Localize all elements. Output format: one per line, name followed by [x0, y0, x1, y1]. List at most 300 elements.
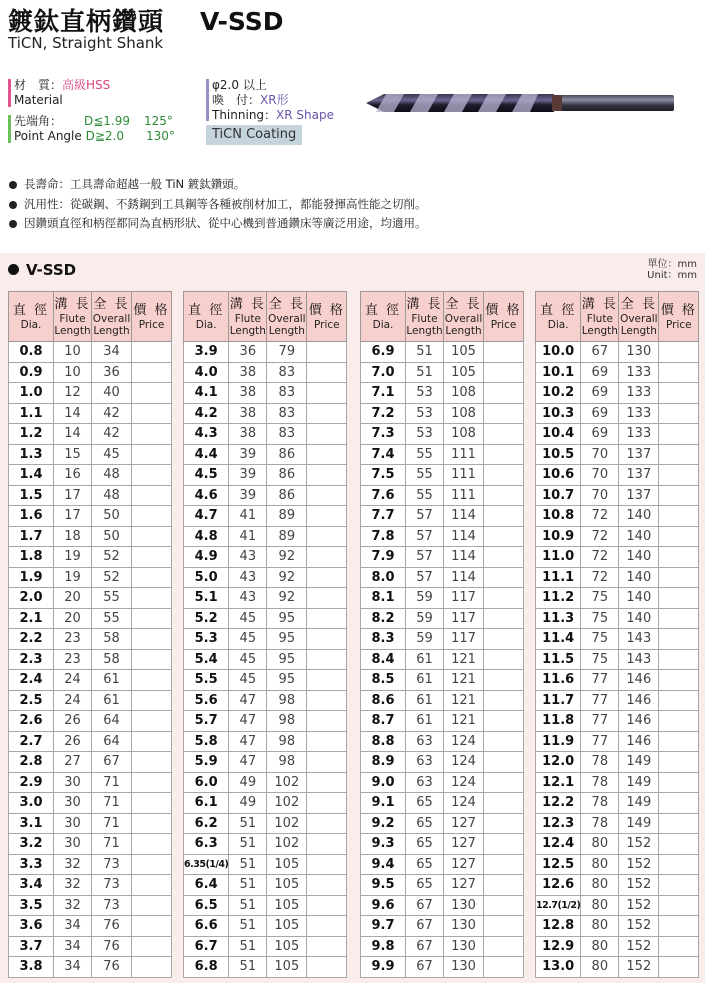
- price-cell: [132, 834, 172, 855]
- table-row: [361, 588, 524, 609]
- overall-length-cell: 152: [619, 834, 659, 855]
- flute-length-cell: 32: [54, 875, 92, 896]
- flute-length-cell: 75: [581, 649, 619, 670]
- table-row: [361, 711, 524, 732]
- table-row: [184, 485, 347, 506]
- flute-length-cell: 18: [54, 526, 92, 547]
- overall-length-cell: 83: [267, 403, 307, 424]
- diameter-cell: 1.0: [9, 383, 54, 404]
- table-row: [536, 670, 699, 691]
- size-table-1: [8, 291, 172, 978]
- flute-length-cell: 80: [581, 936, 619, 957]
- table-row: [536, 875, 699, 896]
- price-cell: [659, 342, 699, 363]
- price-cell: [132, 424, 172, 445]
- price-cell: [484, 916, 524, 937]
- price-cell: [659, 690, 699, 711]
- overall-length-cell: 98: [267, 711, 307, 732]
- dia-header: 直 徑 Dia.: [536, 292, 581, 342]
- overall-length-cell: 152: [619, 916, 659, 937]
- diameter-cell: 2.1: [9, 608, 54, 629]
- table-row: [184, 403, 347, 424]
- overall-length-cell: 105: [444, 342, 484, 363]
- price-cell: [307, 342, 347, 363]
- price-cell: [307, 752, 347, 773]
- overall-length-cell: 121: [444, 670, 484, 691]
- drill-bit-image: [364, 83, 678, 123]
- price-cell: [132, 526, 172, 547]
- table-row: [361, 772, 524, 793]
- coating-badge: TiCN Coating: [206, 125, 302, 145]
- table-row: [184, 875, 347, 896]
- flute-length-cell: 77: [581, 690, 619, 711]
- flute-length-cell: 10: [54, 362, 92, 383]
- flute-length-cell: 49: [229, 772, 267, 793]
- overall-length-cell: 92: [267, 588, 307, 609]
- flute-length-cell: 77: [581, 670, 619, 691]
- overall-length-cell: 64: [92, 711, 132, 732]
- table-row: [536, 444, 699, 465]
- price-cell: [659, 444, 699, 465]
- flute-length-cell: 77: [581, 711, 619, 732]
- overall-length-cell: 76: [92, 957, 132, 978]
- price-cell: [132, 362, 172, 383]
- diameter-cell: 1.2: [9, 424, 54, 445]
- overall-length-cell: 114: [444, 567, 484, 588]
- table-row: [361, 834, 524, 855]
- table-row: [361, 752, 524, 773]
- overall-length-cell: 133: [619, 383, 659, 404]
- price-cell: [484, 670, 524, 691]
- price-cell: [659, 424, 699, 445]
- overall-length-cell: 61: [92, 670, 132, 691]
- overall-length-cell: 124: [444, 731, 484, 752]
- diameter-cell: 5.2: [184, 608, 229, 629]
- diameter-cell: 11.8: [536, 711, 581, 732]
- diameter-cell: 11.9: [536, 731, 581, 752]
- overall-length-cell: 55: [92, 608, 132, 629]
- flute-length-cell: 45: [229, 670, 267, 691]
- flute-length-cell: 14: [54, 403, 92, 424]
- size-table-4: [535, 291, 699, 978]
- overall-length-cell: 73: [92, 875, 132, 896]
- diameter-cell: 10.6: [536, 465, 581, 486]
- flute-length-cell: 70: [581, 444, 619, 465]
- diameter-cell: 2.3: [9, 649, 54, 670]
- price-cell: [659, 793, 699, 814]
- flute-length-cell: 70: [581, 485, 619, 506]
- table-row: [536, 731, 699, 752]
- overall-length-cell: 146: [619, 731, 659, 752]
- overall-length-cell: 67: [92, 752, 132, 773]
- table-row: [9, 670, 172, 691]
- diameter-cell: 7.6: [361, 485, 406, 506]
- diameter-cell: 10.2: [536, 383, 581, 404]
- overall-length-cell: 130: [444, 936, 484, 957]
- price-cell: [484, 547, 524, 568]
- flute-length-cell: 59: [406, 588, 444, 609]
- price-cell: [484, 485, 524, 506]
- table-row: [9, 526, 172, 547]
- diameter-cell: 9.0: [361, 772, 406, 793]
- overall-length-cell: 152: [619, 957, 659, 978]
- overall-length-cell: 124: [444, 793, 484, 814]
- price-cell: [307, 526, 347, 547]
- price-cell: [659, 916, 699, 937]
- table-row: [361, 854, 524, 875]
- diameter-cell: 11.0: [536, 547, 581, 568]
- table-row: [361, 875, 524, 896]
- overall-length-cell: 98: [267, 752, 307, 773]
- diameter-cell: 10.3: [536, 403, 581, 424]
- section-title: V-SSD: [8, 261, 76, 279]
- overall-length-cell: 127: [444, 875, 484, 896]
- table-row: [361, 608, 524, 629]
- diameter-cell: 5.5: [184, 670, 229, 691]
- overall-length-cell: 152: [619, 936, 659, 957]
- flute-length-cell: 12: [54, 383, 92, 404]
- flute-length-cell: 78: [581, 813, 619, 834]
- price-cell: [484, 834, 524, 855]
- price-cell: [484, 608, 524, 629]
- diameter-note: φ2.0 以上: [212, 78, 267, 92]
- diameter-cell: 8.4: [361, 649, 406, 670]
- table-row: [184, 854, 347, 875]
- diameter-cell: 4.1: [184, 383, 229, 404]
- price-cell: [484, 649, 524, 670]
- flute-length-cell: 63: [406, 772, 444, 793]
- price-cell: [307, 649, 347, 670]
- price-cell: [307, 444, 347, 465]
- diameter-cell: 12.4: [536, 834, 581, 855]
- overall-length-cell: 92: [267, 567, 307, 588]
- table-row: [361, 465, 524, 486]
- flute-length-cell: 53: [406, 383, 444, 404]
- price-cell: [307, 465, 347, 486]
- price-cell: [132, 506, 172, 527]
- table-row: [184, 711, 347, 732]
- table-row: [9, 793, 172, 814]
- table-row: [184, 690, 347, 711]
- flute-length-cell: 78: [581, 772, 619, 793]
- table-row: [536, 711, 699, 732]
- flute-length-cell: 55: [406, 444, 444, 465]
- diameter-cell: 7.4: [361, 444, 406, 465]
- diameter-cell: 11.4: [536, 629, 581, 650]
- overall-length-cell: 73: [92, 895, 132, 916]
- overall-length-cell: 133: [619, 362, 659, 383]
- diameter-cell: 4.9: [184, 547, 229, 568]
- diameter-cell: 2.5: [9, 690, 54, 711]
- flute-length-cell: 69: [581, 424, 619, 445]
- table-row: [361, 362, 524, 383]
- flute-length-cell: 20: [54, 588, 92, 609]
- flute-length-cell: 20: [54, 608, 92, 629]
- diameter-cell: 5.6: [184, 690, 229, 711]
- flute-length-cell: 16: [54, 465, 92, 486]
- table-row: [9, 424, 172, 445]
- price-cell: [659, 465, 699, 486]
- price-cell: [659, 383, 699, 404]
- price-cell: [132, 957, 172, 978]
- flute-length-cell: 80: [581, 916, 619, 937]
- flute-length-cell: 69: [581, 362, 619, 383]
- overall-length-cell: 52: [92, 547, 132, 568]
- price-cell: [484, 957, 524, 978]
- table-row: [184, 424, 347, 445]
- price-cell: [659, 895, 699, 916]
- overall-length-cell: 86: [267, 485, 307, 506]
- table-row: [9, 342, 172, 363]
- price-cell: [307, 588, 347, 609]
- diameter-cell: 3.9: [184, 342, 229, 363]
- overall-length-cell: 143: [619, 629, 659, 650]
- overall-length-cell: 111: [444, 465, 484, 486]
- price-cell: [484, 629, 524, 650]
- table-row: [361, 813, 524, 834]
- flute-length-cell: 41: [229, 506, 267, 527]
- price-cell: [307, 629, 347, 650]
- diameter-cell: 3.6: [9, 916, 54, 937]
- price-cell: [132, 588, 172, 609]
- price-cell: [659, 957, 699, 978]
- table-row: [361, 936, 524, 957]
- price-cell: [484, 567, 524, 588]
- price-cell: [132, 444, 172, 465]
- diameter-cell: 8.6: [361, 690, 406, 711]
- diameter-cell: 3.0: [9, 793, 54, 814]
- table-row: [9, 772, 172, 793]
- diameter-cell: 8.5: [361, 670, 406, 691]
- overall-length-cell: 152: [619, 895, 659, 916]
- table-row: [184, 547, 347, 568]
- flute-length-cell: 61: [406, 690, 444, 711]
- diameter-cell: 1.1: [9, 403, 54, 424]
- diameter-cell: 5.1: [184, 588, 229, 609]
- model-code: V-SSD: [200, 7, 284, 36]
- overall-length-cell: 121: [444, 711, 484, 732]
- overall-length-cell: 50: [92, 526, 132, 547]
- overall-length-cell: 61: [92, 690, 132, 711]
- diameter-cell: 12.8: [536, 916, 581, 937]
- diameter-cell: 3.4: [9, 875, 54, 896]
- table-row: [536, 834, 699, 855]
- diameter-cell: 4.2: [184, 403, 229, 424]
- price-cell: [659, 608, 699, 629]
- diameter-cell: 12.5: [536, 854, 581, 875]
- table-row: [361, 567, 524, 588]
- flute-length-cell: 47: [229, 711, 267, 732]
- angle-cond-1: D≦1.99: [84, 114, 131, 128]
- overall-length-cell: 36: [92, 362, 132, 383]
- overall-length-cell: 42: [92, 424, 132, 445]
- price-cell: [484, 793, 524, 814]
- price-cell: [659, 854, 699, 875]
- flute-length-cell: 43: [229, 567, 267, 588]
- table-row: [536, 752, 699, 773]
- table-row: [184, 752, 347, 773]
- overall-length-cell: 105: [267, 875, 307, 896]
- price-cell: [132, 895, 172, 916]
- overall-length-cell: 114: [444, 526, 484, 547]
- price-cell: [484, 731, 524, 752]
- thinning-accent-bar: [206, 79, 209, 121]
- diameter-cell: 2.4: [9, 670, 54, 691]
- flute-length-cell: 17: [54, 485, 92, 506]
- price-cell: [132, 383, 172, 404]
- price-cell: [307, 362, 347, 383]
- flute-length-cell: 19: [54, 567, 92, 588]
- price-cell: [132, 403, 172, 424]
- diameter-cell: 7.9: [361, 547, 406, 568]
- overall-length-cell: 76: [92, 936, 132, 957]
- diameter-cell: 5.3: [184, 629, 229, 650]
- thinning-label-zh: 喚 付：: [212, 93, 261, 107]
- diameter-cell: 4.7: [184, 506, 229, 527]
- flute-length-cell: 38: [229, 424, 267, 445]
- overall-length-cell: 146: [619, 711, 659, 732]
- flute-length-cell: 14: [54, 424, 92, 445]
- price-cell: [484, 362, 524, 383]
- flute-length-cell: 30: [54, 793, 92, 814]
- table-row: [361, 444, 524, 465]
- page-subtitle: TiCN, Straight Shank: [8, 34, 164, 52]
- diameter-cell: 6.35(1/4): [184, 854, 229, 875]
- table-row: [184, 506, 347, 527]
- flute-length-cell: 51: [229, 957, 267, 978]
- overall-length-cell: 117: [444, 588, 484, 609]
- diameter-cell: 10.1: [536, 362, 581, 383]
- flute-length-cell: 30: [54, 772, 92, 793]
- overall-length-cell: 137: [619, 465, 659, 486]
- overall-length-cell: 108: [444, 424, 484, 445]
- overall-length-cell: 149: [619, 793, 659, 814]
- flute-length-cell: 45: [229, 608, 267, 629]
- table-row: [536, 957, 699, 978]
- table-row: [184, 936, 347, 957]
- title-zh: 鍍鈦直柄鑽頭: [8, 7, 165, 36]
- table-row: [361, 731, 524, 752]
- overall-length-cell: 130: [619, 342, 659, 363]
- price-cell: [132, 711, 172, 732]
- table-row: [9, 916, 172, 937]
- angle-label-en: Point Angle: [14, 129, 82, 143]
- price-cell: [132, 875, 172, 896]
- table-row: [361, 793, 524, 814]
- overall-length-cell: 89: [267, 506, 307, 527]
- price-cell: [132, 772, 172, 793]
- diameter-cell: 8.0: [361, 567, 406, 588]
- price-cell: [307, 608, 347, 629]
- flute-length-cell: 39: [229, 485, 267, 506]
- flute-length-cell: 19: [54, 547, 92, 568]
- diameter-cell: 2.7: [9, 731, 54, 752]
- angle-label-zh: 先端角：: [14, 114, 63, 128]
- price-cell: [659, 834, 699, 855]
- unit-label: 單位：mm Unit：mm: [647, 259, 697, 281]
- diameter-cell: 4.6: [184, 485, 229, 506]
- diameter-cell: 3.8: [9, 957, 54, 978]
- overall-length-cell: 111: [444, 444, 484, 465]
- flute-length-cell: 24: [54, 670, 92, 691]
- price-cell: [132, 608, 172, 629]
- table-row: [9, 711, 172, 732]
- overall-length-cell: 127: [444, 813, 484, 834]
- price-cell: [307, 916, 347, 937]
- diameter-cell: 1.7: [9, 526, 54, 547]
- flute-length-cell: 57: [406, 506, 444, 527]
- price-cell: [132, 793, 172, 814]
- overall-length-cell: 108: [444, 383, 484, 404]
- diameter-cell: 9.9: [361, 957, 406, 978]
- table-row: [184, 526, 347, 547]
- diameter-cell: 5.7: [184, 711, 229, 732]
- table-row: [9, 854, 172, 875]
- diameter-cell: 6.0: [184, 772, 229, 793]
- overall-length-cell: 58: [92, 629, 132, 650]
- diameter-cell: 6.2: [184, 813, 229, 834]
- overall-length-cell: 149: [619, 813, 659, 834]
- price-cell: [484, 813, 524, 834]
- overall-length-cell: 114: [444, 506, 484, 527]
- flute-length-cell: 80: [581, 895, 619, 916]
- overall-length-cell: 71: [92, 834, 132, 855]
- table-row: [184, 916, 347, 937]
- flute-length-cell: 47: [229, 752, 267, 773]
- overall-length-cell: 102: [267, 772, 307, 793]
- price-cell: [659, 813, 699, 834]
- price-cell: [132, 567, 172, 588]
- table-row: [184, 588, 347, 609]
- flute-length-cell: 55: [406, 485, 444, 506]
- price-cell: [484, 854, 524, 875]
- flute-length-cell: 34: [54, 916, 92, 937]
- diameter-cell: 3.2: [9, 834, 54, 855]
- diameter-cell: 6.5: [184, 895, 229, 916]
- thinning-value-en: XR Shape: [276, 108, 334, 122]
- table-row: [9, 957, 172, 978]
- flute-length-cell: 72: [581, 547, 619, 568]
- diameter-cell: 9.1: [361, 793, 406, 814]
- flute-length-cell: 10: [54, 342, 92, 363]
- feature-item: 長壽命：工具壽命超越一般 TiN 鍍鈦鑽頭。: [8, 175, 427, 195]
- diameter-cell: 10.4: [536, 424, 581, 445]
- feature-item: 因鑽頭直徑和柄徑都同為直柄形狀、從中心機到普通鑽床等廣泛用途，均適用。: [8, 214, 427, 234]
- diameter-cell: 12.6: [536, 875, 581, 896]
- table-row: [536, 629, 699, 650]
- flute-length-cell: 23: [54, 629, 92, 650]
- price-cell: [484, 936, 524, 957]
- flute-length-header: 溝 長 Flute Length: [229, 292, 267, 342]
- price-cell: [659, 936, 699, 957]
- table-row: [536, 895, 699, 916]
- overall-length-cell: 105: [444, 362, 484, 383]
- diameter-cell: 8.7: [361, 711, 406, 732]
- overall-length-cell: 124: [444, 772, 484, 793]
- table-row: [361, 342, 524, 363]
- angle-val-1: 125°: [144, 114, 173, 128]
- table-row: [361, 916, 524, 937]
- table-row: [9, 465, 172, 486]
- flute-length-header: 溝 長 Flute Length: [406, 292, 444, 342]
- diameter-cell: 6.3: [184, 834, 229, 855]
- overall-length-cell: 95: [267, 608, 307, 629]
- diameter-cell: 12.2: [536, 793, 581, 814]
- overall-length-cell: 79: [267, 342, 307, 363]
- price-cell: [659, 670, 699, 691]
- price-cell: [132, 731, 172, 752]
- overall-length-cell: 95: [267, 649, 307, 670]
